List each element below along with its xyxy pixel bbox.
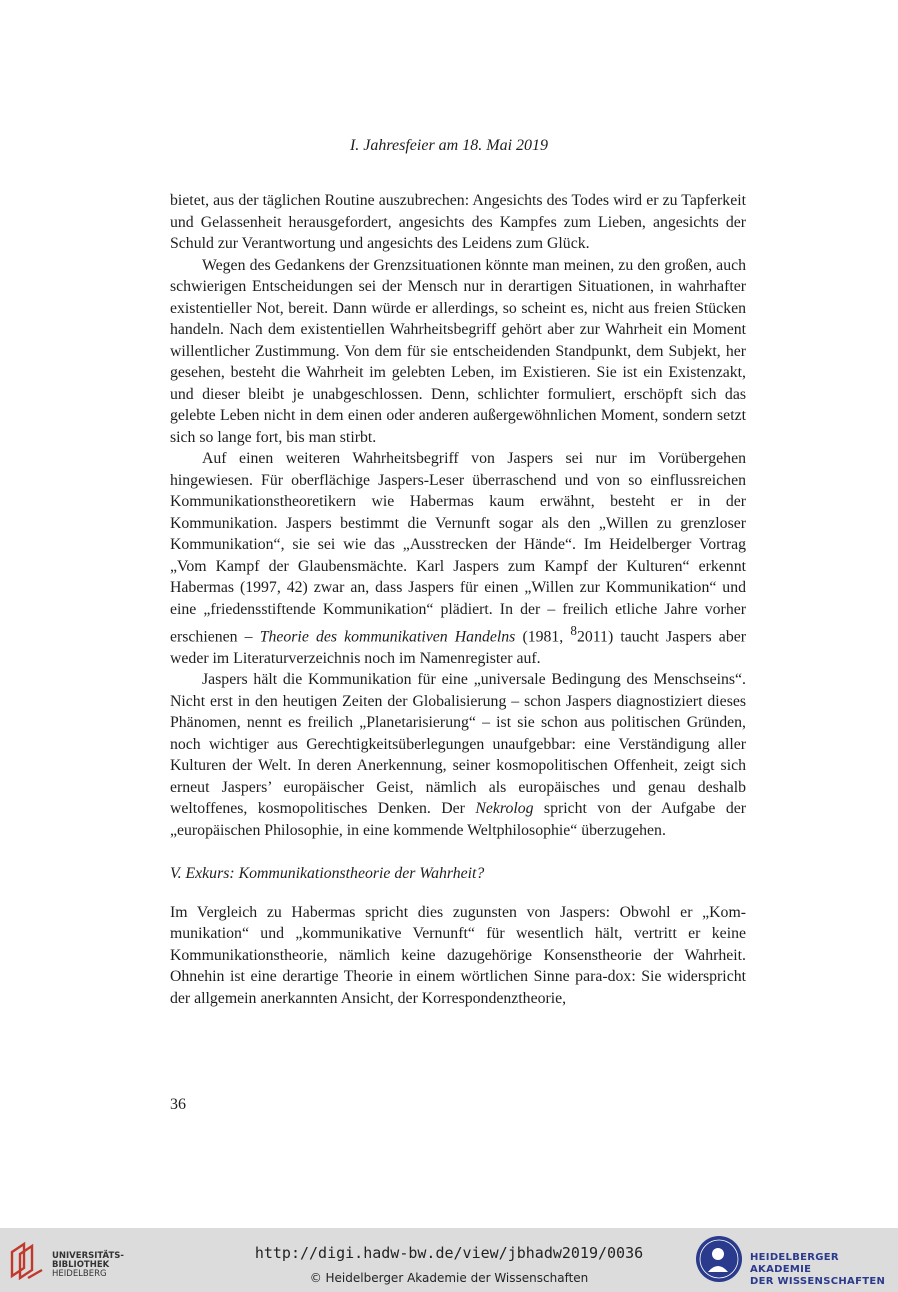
paragraph-2: Wegen des Gedankens der Grenzsituationen könnte man meinen, zu den großen, auch schwierigen Entscheidungen sei der Mensch nur in derartigen Situationen, in wahrhafter existentieller Not, bereit. Dann würde er allerdings, so scheint es, nicht aus freien Stücken handeln. Nach dem existentiellen Wahrheitsbegriff gehört aber zur Wahrheit ein Moment willentlicher Zustimmung. Von dem für sie entscheidenden Standpunkt, dem Subjekt, her gesehen, besteht die Wahrheit im gelebten Leben, im Existieren. Sie ist ein Existenzakt, und dieser bleibt je unabgeschlossen. Denn, schlichter formuliert, erschöpft sich das gelebte Leben nicht in dem einen oder anderen außergewöhnlichen Moment, sondern setzt sich so lange fort, bis man stirbt. bbox=[170, 256, 746, 446]
ub-line-2: BIBLIOTHEK bbox=[52, 1260, 110, 1270]
book-title-theorie: Theorie des kommunikativen Handelns bbox=[259, 628, 516, 646]
body-text bbox=[170, 190, 746, 1009]
paragraph-3-text-c: 2011) taucht Jaspers aber weder im Literaturverzeichnis noch im Namenregister auf. bbox=[170, 628, 746, 667]
hadw-logo-text bbox=[750, 1252, 894, 1288]
paragraph-3-text-a: Auf einen weiteren Wahrheitsbegriff von Jaspers sei nur im Vorübergehen hingewiesen. Für oberflächige Jaspers-Leser überraschend und von so einflussreichen Kommunikationstheoretikern wie Habermas kaum erwähnt, besteht er in der Kommunikation. Jaspers bestimmt die Vernunft sogar als den „Willen zu grenzloser Kommunikation“, sie sei wie das „Ausstrecken der Hände“. Im Heidelberger Vortrag „Vom Kampf der Glaubensmächte. Karl Jaspers zum Kampf der Kulturen“ erkennt Habermas (1997, 42) zwar an, dass Jaspers für einen „Willen zur Kommunikation“ und eine „friedensstiftende Kommunikation“ plädiert. In der – freilich etliche Jahre vorher erschienen – bbox=[170, 450, 746, 646]
permalink-url[interactable]: http://digi.hadw-bw.de/view/jbhadw2019/0036 bbox=[254, 1244, 644, 1262]
ub-line-3: HEIDELBERG bbox=[52, 1269, 107, 1279]
paragraph-5: Im Vergleich zu Habermas spricht dies zugunsten von Jaspers: Obwohl er „Kommunikation“ und „kommunikative Vernunft“ für wesentlich hält, vertritt er keine Kommunikationstheorie, nämlich keine dazugehörige Konsenstheorie der Wahrheit. Ohnehin ist eine derartige Theorie in einem wörtlichen Sinne para-dox: Sie widerspricht der allgemein anerkannten Ansicht, der Korrespondenztheorie, bbox=[170, 903, 746, 1007]
edition-superscript: 8 bbox=[570, 623, 577, 638]
paragraph-4-text-b: spricht von der Aufgabe der „europäischen Philosophie, in eine kommende Weltphilosophie“ überzugehen. bbox=[170, 800, 746, 839]
page-number: 36 bbox=[170, 1096, 186, 1113]
title-nekrolog: Nekrolog bbox=[475, 800, 534, 818]
paragraph-4 bbox=[170, 669, 746, 841]
running-header: I. Jahresfeier am 18. Mai 2019 bbox=[349, 137, 549, 154]
paragraph-3 bbox=[170, 448, 746, 669]
section-heading: V. Exkurs: Kommunikationstheorie der Wahrheit? bbox=[170, 865, 485, 883]
paragraph-4-text-a: Jaspers hält die Kommunikation für eine „universale Bedingung des Menschseins“. Nicht erst in den heutigen Zeiten der Globalisierung – schon Jaspers diagnostiziert dieses Phänomen, nennt es freilich „Planetarisierung“ – ist sie schon aus politischen Gründen, noch wichtiger aus Gerechtigkeitsüberlegungen unaufgebbar: eine Verständigung aller Kulturen der Welt. In deren Anerkennung, seiner kosmopolitischen Offenheit, zeigt sich erneut Jaspers’ europäischer Geist, nämlich als europäisches und genau deshalb weltoffenes, kosmopolitisches Denken. Der bbox=[170, 671, 746, 818]
paragraph-3-text-b: (1981, bbox=[515, 628, 571, 646]
hadw-logo[interactable] bbox=[694, 1234, 894, 1286]
copyright-notice: © Heidelberger Akademie der Wissenschaften bbox=[309, 1271, 589, 1285]
academy-seal-icon bbox=[694, 1234, 744, 1284]
hadw-line-1: HEIDELBERGER AKADEMIE bbox=[750, 1252, 839, 1275]
footer-bar bbox=[0, 1228, 898, 1292]
paragraph-1: bietet, aus der täglichen Routine auszubrechen: Angesichts des Todes wird er zu Tapferkeit und Gelassenheit herausgefordert, angesichts des Kampfes zum Lieben, angesichts der Schuld zur Verantwortung und angesichts des Leidens zum Glück. bbox=[170, 192, 746, 252]
ub-line-1: UNIVERSITÄTS- bbox=[52, 1251, 124, 1261]
hadw-line-2: DER WISSENSCHAFTEN bbox=[750, 1276, 886, 1287]
